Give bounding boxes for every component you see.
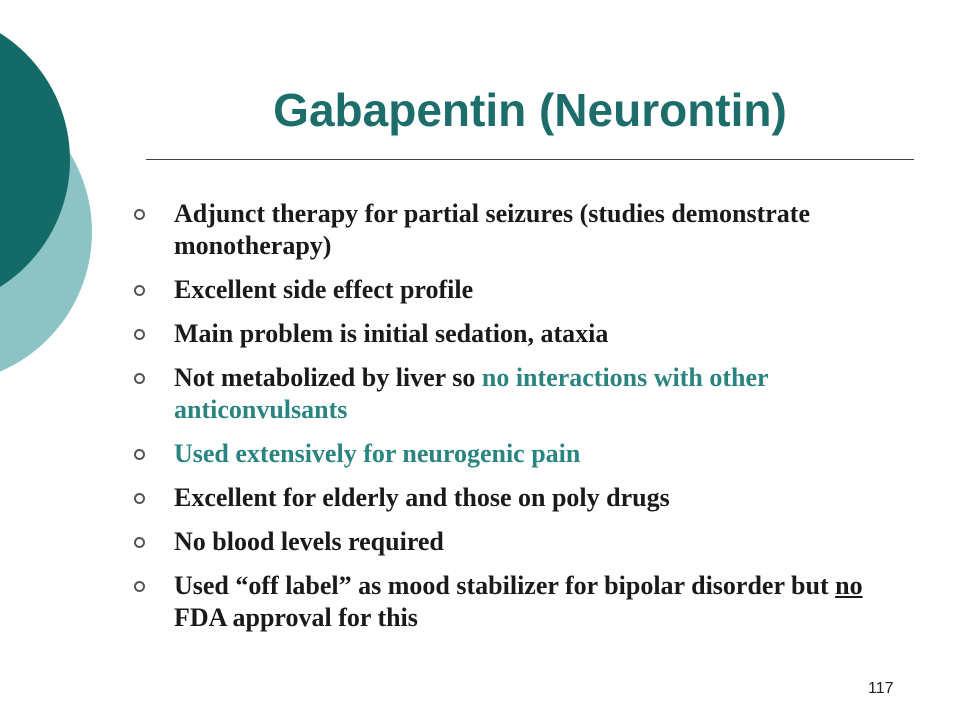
highlighted-text: no interactions with other anticonvulsants	[174, 363, 769, 424]
highlighted-text: Used extensively for neurogenic pain	[174, 439, 581, 468]
title-divider	[146, 159, 914, 160]
bullet-item: Adjunct therapy for partial seizures (studies demonstrate monotherapy)	[134, 198, 894, 262]
circle-bullet-icon	[134, 209, 145, 220]
bullet-item: No blood levels required	[134, 526, 894, 558]
bullet-item: Main problem is initial sedation, ataxia	[134, 318, 894, 350]
circle-bullet-icon	[134, 285, 145, 296]
circle-bullet-icon	[134, 373, 145, 384]
slide-title: Gabapentin (Neurontin)	[273, 84, 787, 136]
bullet-item	[134, 438, 894, 470]
circle-bullet-icon	[134, 581, 145, 592]
circle-bullet-icon	[134, 329, 145, 340]
underlined-text: no	[835, 571, 863, 600]
bullet-item: Excellent for elderly and those on poly drugs	[134, 482, 894, 514]
circle-bullet-icon	[134, 449, 145, 460]
circle-bullet-icon	[134, 493, 145, 504]
bullet-item: Excellent side effect profile	[134, 274, 894, 306]
bullet-item: Not metabolized by liver so no interactions with other anticonvulsants	[134, 362, 894, 426]
bullet-item: Used “off label” as mood stabilizer for bipolar disorder but no FDA approval for this	[134, 570, 894, 634]
decorative-circles	[0, 0, 110, 400]
bullet-list	[134, 198, 894, 646]
page-number: 117	[868, 680, 894, 697]
circle-bullet-icon	[134, 537, 145, 548]
